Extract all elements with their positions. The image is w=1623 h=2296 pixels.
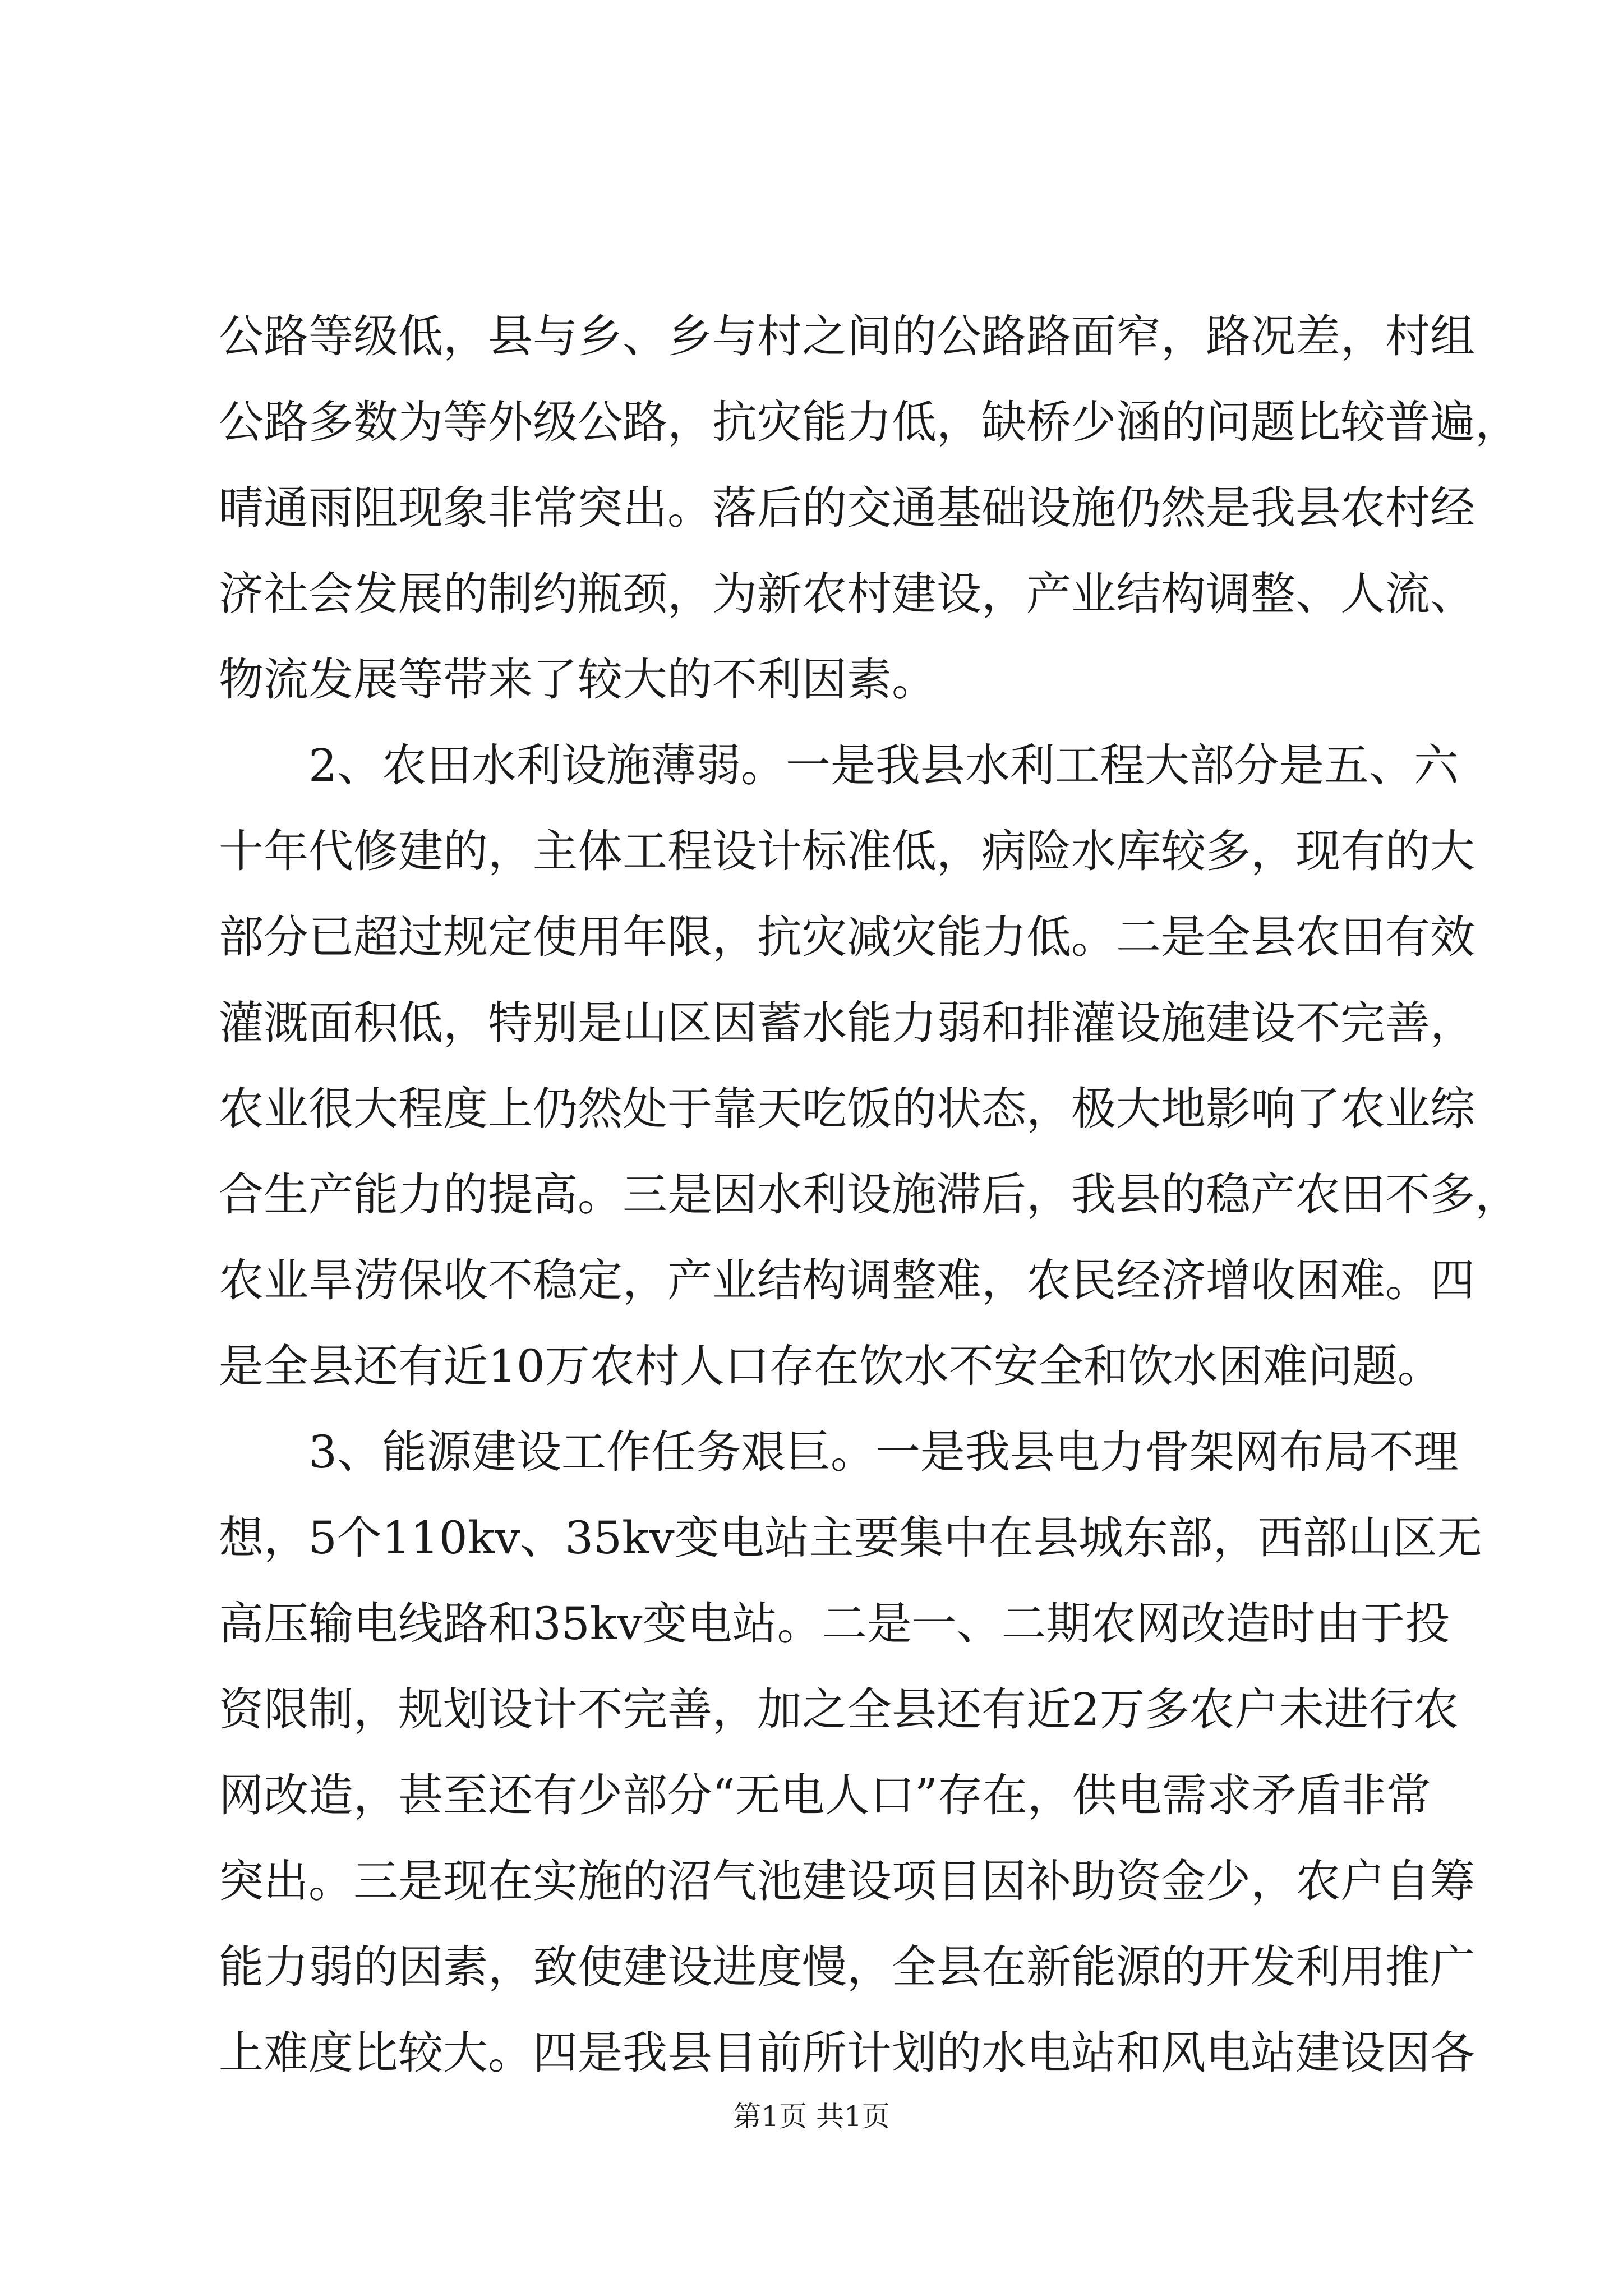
text-line: 高压输电线路和35kv变电站。二是一、二期农网改造时由于投 (219, 1598, 1450, 1650)
paragraph-start-line: 3、能源建设工作任务艰巨。一是我县电力骨架网布局不理 (308, 1426, 1459, 1478)
text-line: 公路多数为等外级公路，抗灾能力低，缺桥少涵的问题比较普遍， (219, 396, 1520, 448)
text-line: 晴通雨阻现象非常突出。落后的交通基础设施仍然是我县农村经 (219, 482, 1475, 534)
text-line: 物流发展等带来了较大的不利因素。 (219, 654, 937, 706)
text-line: 能力弱的因素，致使建设进度慢，全县在新能源的开发利用推广 (219, 1941, 1475, 1993)
text-line: 合生产能力的提高。三是因水利设施滞后，我县的稳产农田不多， (219, 1168, 1520, 1221)
text-line: 是全县还有近10万农村人口存在饮水不安全和饮水困难问题。 (219, 1340, 1442, 1392)
text-line: 农业旱涝保收不稳定，产业结构调整难，农民经济增收困难。四 (219, 1254, 1475, 1306)
text-line: 资限制，规划设计不完善，加之全县还有近2万多农户未进行农 (219, 1683, 1459, 1736)
text-line: 公路等级低，县与乡、乡与村之间的公路路面窄，路况差，村组 (219, 310, 1475, 362)
text-line: 灌溉面积低，特别是山区因蓄水能力弱和排灌设施建设不完善， (219, 997, 1475, 1049)
document-body (219, 293, 1520, 2096)
text-line: 部分已超过规定使用年限，抗灾减灾能力低。二是全县农田有效 (219, 911, 1475, 963)
text-line: 农业很大程度上仍然处于靠天吃饭的状态，极大地影响了农业综 (219, 1083, 1475, 1135)
text-line: 想，5个110kv、35kv变电站主要集中在县城东部，西部山区无 (219, 1512, 1482, 1564)
text-line: 网改造，甚至还有少部分“无电人口”存在，供电需求矛盾非常 (219, 1769, 1431, 1821)
text-line: 十年代修建的，主体工程设计标准低，病险水库较多，现有的大 (219, 825, 1475, 877)
page-number-footer: 第1页 共1页 (733, 2100, 890, 2133)
text-line: 突出。三是现在实施的沼气池建设项目因补助资金少，农户自筹 (219, 1855, 1475, 1907)
paragraph-start-line: 2、农田水利设施薄弱。一是我县水利工程大部分是五、六 (308, 739, 1459, 792)
text-line: 济社会发展的制约瓶颈，为新农村建设，产业结构调整、人流、 (219, 568, 1475, 620)
text-line: 上难度比较大。四是我县目前所计划的水电站和风电站建设因各 (219, 2027, 1475, 2079)
